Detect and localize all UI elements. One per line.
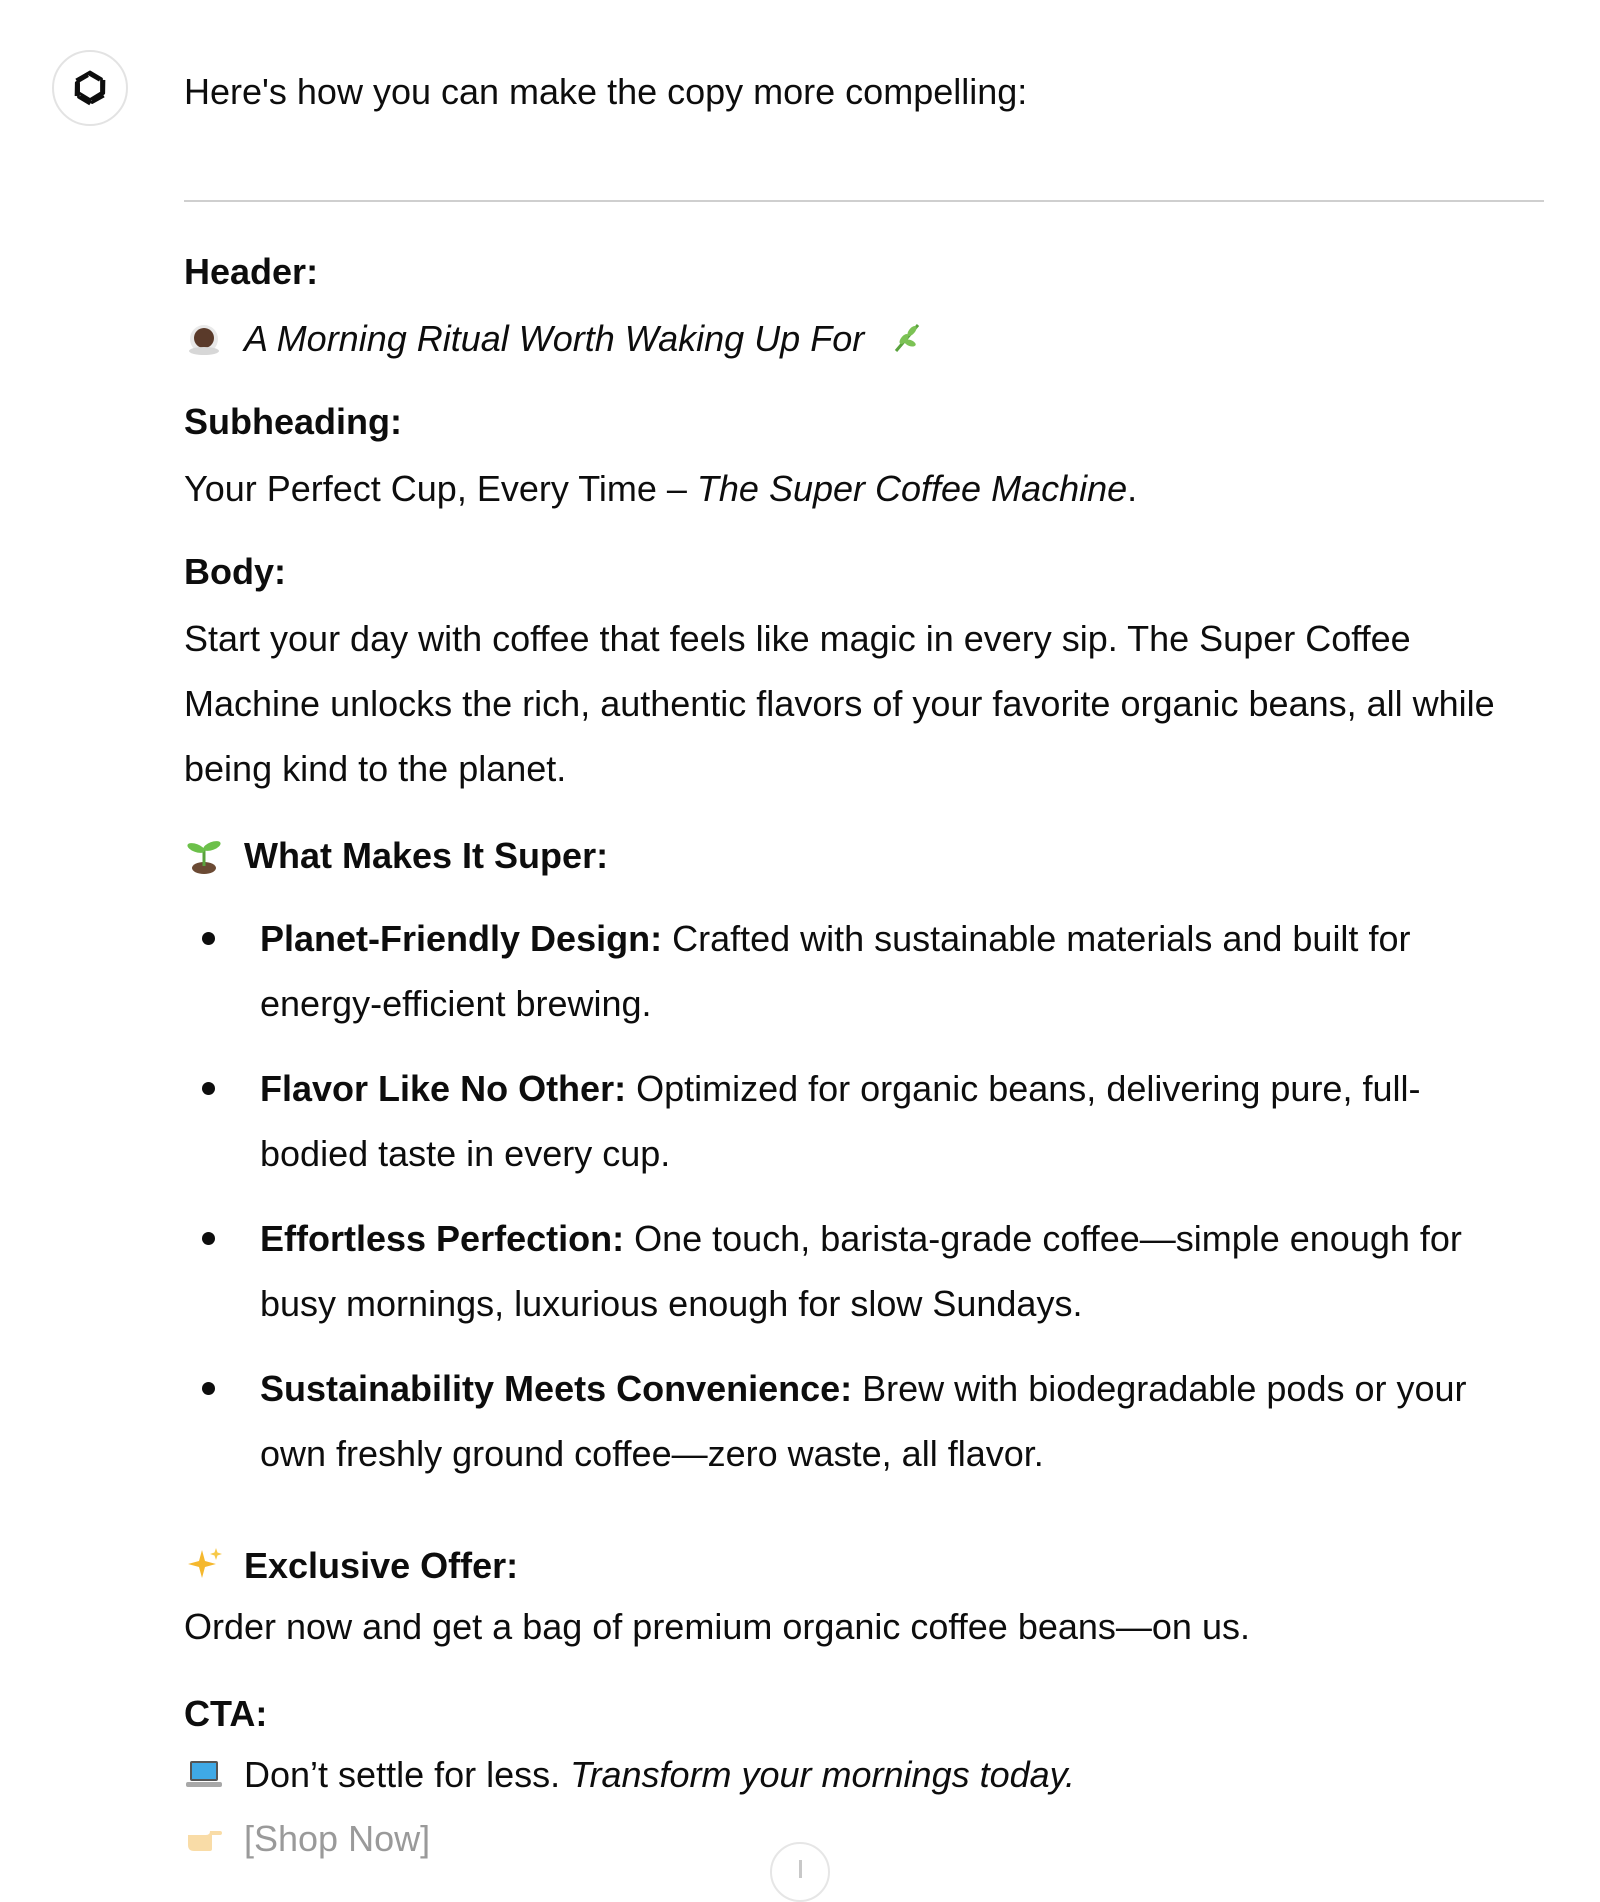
body-label: Body:	[184, 551, 286, 592]
offer-label: Exclusive Offer:	[244, 1545, 519, 1586]
features-label: What Makes It Super:	[244, 835, 609, 876]
bullet-dot	[202, 1082, 215, 1095]
assistant-message	[184, 0, 1544, 1859]
features-heading	[184, 834, 608, 878]
bullet-dot	[202, 1382, 215, 1395]
feature-title: Flavor Like No Other:	[260, 1068, 627, 1109]
offer-text: Order now and get a bag of premium organic coffee beans—on us.	[184, 1606, 1250, 1647]
header-line	[184, 306, 928, 371]
assistant-avatar	[52, 50, 128, 126]
message-intro: Here's how you can make the copy more compelling:	[184, 71, 1028, 112]
feature-text: One touch, barista-grade coffee—simple enough for busy mornings, luxurious enough for slow Sundays.	[260, 1218, 1462, 1324]
subheading-product: The Super Coffee Machine	[696, 468, 1128, 509]
cta-text	[184, 1742, 1075, 1807]
herb-icon	[888, 317, 928, 357]
shop-now-link[interactable]: [Shop Now]	[244, 1818, 431, 1859]
arrow-down-icon	[799, 1860, 802, 1878]
header-label: Header:	[184, 251, 319, 292]
list-item	[184, 1056, 1484, 1186]
offer-heading	[184, 1544, 518, 1588]
openai-logo-icon	[67, 65, 113, 111]
subheading-end: .	[1127, 468, 1138, 509]
subheading-plain: Your Perfect Cup, Every Time –	[184, 468, 697, 509]
shop-now-line	[184, 1806, 430, 1871]
bullet-dot	[202, 932, 215, 945]
cta-label: CTA:	[184, 1693, 268, 1734]
feature-text: Optimized for organic beans, delivering pure, full-bodied taste in every cup.	[260, 1068, 1421, 1174]
coffee-cup-icon	[184, 317, 224, 357]
feature-text: Brew with biodegradable pods or your own freshly ground coffee—zero waste, all flavor.	[260, 1368, 1467, 1474]
subheading-text	[184, 456, 1137, 521]
body-text: Start your day with coffee that feels like magic in every sip. The Super Coffee Machine unlocks the rich, authentic flavors of your favorite organic beans, all while being kind to the planet.	[184, 618, 1495, 789]
feature-text: Crafted with sustainable materials and built for energy-efficient brewing.	[260, 918, 1411, 1024]
divider	[184, 200, 1544, 202]
feature-title: Sustainability Meets Convenience:	[260, 1368, 853, 1409]
feature-title: Planet-Friendly Design:	[260, 918, 663, 959]
pointing-hand-icon	[184, 1817, 224, 1857]
feature-title: Effortless Perfection:	[260, 1218, 625, 1259]
header-text: A Morning Ritual Worth Waking Up For	[244, 318, 865, 359]
list-item	[184, 1356, 1484, 1486]
scroll-down-button[interactable]	[770, 1842, 830, 1902]
bullet-dot	[202, 1232, 215, 1245]
laptop-icon	[184, 1753, 224, 1793]
subheading-label: Subheading:	[184, 401, 402, 442]
cta-plain: Don’t settle for less.	[244, 1754, 571, 1795]
list-item	[184, 1206, 1484, 1336]
cta-italic: Transform your mornings today.	[570, 1754, 1075, 1795]
seedling-icon	[184, 834, 224, 874]
list-item	[184, 906, 1484, 1036]
sparkles-icon	[184, 1544, 224, 1584]
